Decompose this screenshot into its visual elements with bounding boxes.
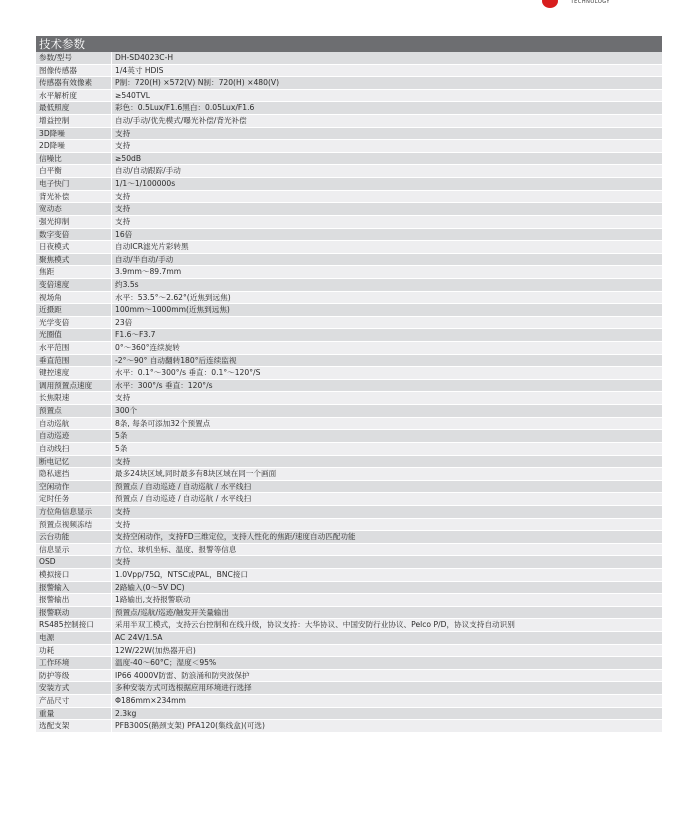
spec-value: 支持 — [112, 518, 663, 531]
spec-key: 水平解析度 — [36, 89, 112, 102]
spec-value: 300个 — [112, 405, 663, 418]
spec-key: 选配支架 — [36, 720, 112, 733]
spec-row — [36, 190, 662, 203]
spec-value: 5条 — [112, 442, 663, 455]
spec-row — [36, 253, 662, 266]
spec-title: 技术参数 — [36, 36, 662, 52]
spec-row — [36, 89, 662, 102]
spec-value: 最多24块区域,同时最多有8块区域在同一个画面 — [112, 468, 663, 481]
spec-row — [36, 695, 662, 708]
spec-key: 报警输入 — [36, 581, 112, 594]
spec-key: 隐私遮挡 — [36, 468, 112, 481]
spec-value: 预置点 / 自动巡迹 / 自动巡航 / 水平线扫 — [112, 480, 663, 493]
logo-text: TECHNOLOGY — [570, 0, 610, 5]
spec-key: 预置点视频冻结 — [36, 518, 112, 531]
spec-row — [36, 115, 662, 128]
spec-row — [36, 278, 662, 291]
spec-row — [36, 707, 662, 720]
spec-key: 报警输出 — [36, 594, 112, 607]
spec-key: 云台功能 — [36, 531, 112, 544]
spec-value: 预置点/巡航/巡迹/触发开关量输出 — [112, 606, 663, 619]
spec-row — [36, 417, 662, 430]
spec-key: 工作环境 — [36, 657, 112, 670]
spec-key: 光圈值 — [36, 329, 112, 342]
spec-value: 彩色：0.5Lux/F1.6黑白：0.05Lux/F1.6 — [112, 102, 663, 115]
spec-row — [36, 430, 662, 443]
spec-row — [36, 203, 662, 216]
spec-key: 安装方式 — [36, 682, 112, 695]
spec-key: 焦距 — [36, 266, 112, 279]
spec-key: 定时任务 — [36, 493, 112, 506]
spec-value: 温度-40～60°C；湿度＜95% — [112, 657, 663, 670]
spec-key: 聚焦模式 — [36, 253, 112, 266]
spec-value: IP66 4000V防雷、防浪涌和防突波保护 — [112, 669, 663, 682]
spec-key: 2D降噪 — [36, 140, 112, 153]
spec-row — [36, 594, 662, 607]
spec-value: 水平：53.5°～2.62°(近焦到远焦) — [112, 291, 663, 304]
spec-row — [36, 392, 662, 405]
spec-row — [36, 531, 662, 544]
spec-row — [36, 405, 662, 418]
spec-value: 自动/自动跟踪/手动 — [112, 165, 663, 178]
spec-value: 支持 — [112, 140, 663, 153]
spec-value: 支持 — [112, 505, 663, 518]
spec-key: 数字变倍 — [36, 228, 112, 241]
spec-value: 支持 — [112, 455, 663, 468]
spec-value: 水平：0.1°～300°/s 垂直：0.1°～120°/S — [112, 367, 663, 380]
spec-sheet — [36, 36, 662, 733]
spec-key: 自动线扫 — [36, 442, 112, 455]
spec-value: 支持 — [112, 203, 663, 216]
spec-value: 支持 — [112, 215, 663, 228]
spec-value: AC 24V/1.5A — [112, 632, 663, 645]
spec-row — [36, 493, 662, 506]
spec-row — [36, 241, 662, 254]
logo-mark-icon — [542, 0, 558, 8]
spec-row — [36, 379, 662, 392]
spec-row — [36, 720, 662, 733]
spec-key: 重量 — [36, 707, 112, 720]
spec-key: RS485控制接口 — [36, 619, 112, 632]
spec-key: 宽动态 — [36, 203, 112, 216]
spec-key: 水平范围 — [36, 342, 112, 355]
spec-key: 产品尺寸 — [36, 695, 112, 708]
spec-key: 图像传感器 — [36, 64, 112, 77]
spec-key: 参数/型号 — [36, 52, 112, 64]
spec-key: 断电记忆 — [36, 455, 112, 468]
spec-row — [36, 367, 662, 380]
spec-value: 1路输出,支持报警联动 — [112, 594, 663, 607]
spec-key: 最低照度 — [36, 102, 112, 115]
spec-row — [36, 505, 662, 518]
spec-row — [36, 291, 662, 304]
spec-key: 预置点 — [36, 405, 112, 418]
spec-key: 方位角信息显示 — [36, 505, 112, 518]
spec-key: 功耗 — [36, 644, 112, 657]
spec-value: -2°～90° 自动翻转180°后连续监视 — [112, 354, 663, 367]
spec-key: 报警联动 — [36, 606, 112, 619]
spec-value: 自动/手动/优先模式/曝光补偿/背光补偿 — [112, 115, 663, 128]
spec-key: 电源 — [36, 632, 112, 645]
spec-value: 自动ICR滤光片彩转黑 — [112, 241, 663, 254]
spec-row — [36, 152, 662, 165]
spec-row — [36, 682, 662, 695]
spec-key: 近摄距 — [36, 304, 112, 317]
spec-row — [36, 581, 662, 594]
spec-key: 调用预置点速度 — [36, 379, 112, 392]
spec-key: 长焦限速 — [36, 392, 112, 405]
spec-value: P制：720(H) ×572(V) N制：720(H) ×480(V) — [112, 77, 663, 90]
spec-key: 自动巡迹 — [36, 430, 112, 443]
spec-value: 约3.5s — [112, 278, 663, 291]
spec-key: 3D降噪 — [36, 127, 112, 140]
spec-value: 23倍 — [112, 316, 663, 329]
spec-value: ≥540TVL — [112, 89, 663, 102]
spec-value: 16倍 — [112, 228, 663, 241]
spec-row — [36, 329, 662, 342]
spec-key: 垂直范围 — [36, 354, 112, 367]
spec-value: Φ186mm×234mm — [112, 695, 663, 708]
spec-value: 多种安装方式可选根据应用环境进行选择 — [112, 682, 663, 695]
spec-key: 传感器有效像素 — [36, 77, 112, 90]
spec-key: 信噪比 — [36, 152, 112, 165]
spec-value: 采用半双工模式，支持云台控制和在线升级，协议支持：大华协议、中国安防行业协议、Pelco P/D，协议支持自动识别 — [112, 619, 663, 632]
spec-row — [36, 468, 662, 481]
spec-value: 1/4英寸 HDIS — [112, 64, 663, 77]
spec-row — [36, 140, 662, 153]
spec-key: 光学变倍 — [36, 316, 112, 329]
spec-value: 支持 — [112, 556, 663, 569]
spec-row — [36, 77, 662, 90]
spec-row — [36, 619, 662, 632]
spec-row — [36, 52, 662, 64]
spec-value: 方位、球机坐标、温度、报警等信息 — [112, 543, 663, 556]
spec-key: 强光抑制 — [36, 215, 112, 228]
spec-row — [36, 543, 662, 556]
spec-key: 防护等级 — [36, 669, 112, 682]
spec-value: 2.3kg — [112, 707, 663, 720]
spec-value: 0°～360°连续旋转 — [112, 342, 663, 355]
spec-row — [36, 556, 662, 569]
spec-key: 电子快门 — [36, 178, 112, 191]
spec-row — [36, 632, 662, 645]
spec-value: 水平：300°/s 垂直：120°/s — [112, 379, 663, 392]
spec-row — [36, 64, 662, 77]
spec-row — [36, 127, 662, 140]
spec-row — [36, 657, 662, 670]
spec-value: DH-SD4023C-H — [112, 52, 663, 64]
spec-key: 增益控制 — [36, 115, 112, 128]
spec-row — [36, 178, 662, 191]
spec-key: 空闲动作 — [36, 480, 112, 493]
spec-value: 1.0Vpp/75Ω，NTSC或PAL，BNC接口 — [112, 568, 663, 581]
spec-value: F1.6～F3.7 — [112, 329, 663, 342]
spec-key: 背光补偿 — [36, 190, 112, 203]
spec-row — [36, 342, 662, 355]
spec-row — [36, 266, 662, 279]
spec-key: 变倍速度 — [36, 278, 112, 291]
spec-row — [36, 669, 662, 682]
spec-value: 预置点 / 自动巡迹 / 自动巡航 / 水平线扫 — [112, 493, 663, 506]
spec-value: 1/1～1/100000s — [112, 178, 663, 191]
spec-row — [36, 165, 662, 178]
spec-row — [36, 354, 662, 367]
spec-key: 自动巡航 — [36, 417, 112, 430]
spec-row — [36, 316, 662, 329]
spec-value: 3.9mm～89.7mm — [112, 266, 663, 279]
spec-value: 支持空闲动作，支持FD三维定位，支持人性化的焦距/速度自动匹配功能 — [112, 531, 663, 544]
spec-value: 100mm～1000mm(近焦到远焦) — [112, 304, 663, 317]
spec-value: 自动/半自动/手动 — [112, 253, 663, 266]
spec-value: PFB300S(鹅颈支架) PFA120(集线盒)(可选) — [112, 720, 663, 733]
spec-key: 模拟接口 — [36, 568, 112, 581]
spec-row — [36, 606, 662, 619]
spec-row — [36, 480, 662, 493]
spec-row — [36, 442, 662, 455]
spec-value: 5条 — [112, 430, 663, 443]
spec-value: 2路输入(0～5V DC) — [112, 581, 663, 594]
spec-key: 键控速度 — [36, 367, 112, 380]
spec-value: 12W/22W(加热器开启) — [112, 644, 663, 657]
spec-row — [36, 304, 662, 317]
spec-key: 日夜模式 — [36, 241, 112, 254]
brand-logo — [542, 0, 662, 10]
spec-row — [36, 102, 662, 115]
spec-value: 支持 — [112, 392, 663, 405]
spec-key: 白平衡 — [36, 165, 112, 178]
spec-value: 8条, 每条可添加32个预置点 — [112, 417, 663, 430]
spec-value: 支持 — [112, 127, 663, 140]
spec-value: ≥50dB — [112, 152, 663, 165]
spec-row — [36, 228, 662, 241]
spec-row — [36, 518, 662, 531]
spec-row — [36, 455, 662, 468]
spec-table — [36, 52, 662, 733]
spec-row — [36, 215, 662, 228]
spec-key: OSD — [36, 556, 112, 569]
spec-key: 信息显示 — [36, 543, 112, 556]
spec-key: 视场角 — [36, 291, 112, 304]
spec-row — [36, 644, 662, 657]
spec-value: 支持 — [112, 190, 663, 203]
spec-row — [36, 568, 662, 581]
